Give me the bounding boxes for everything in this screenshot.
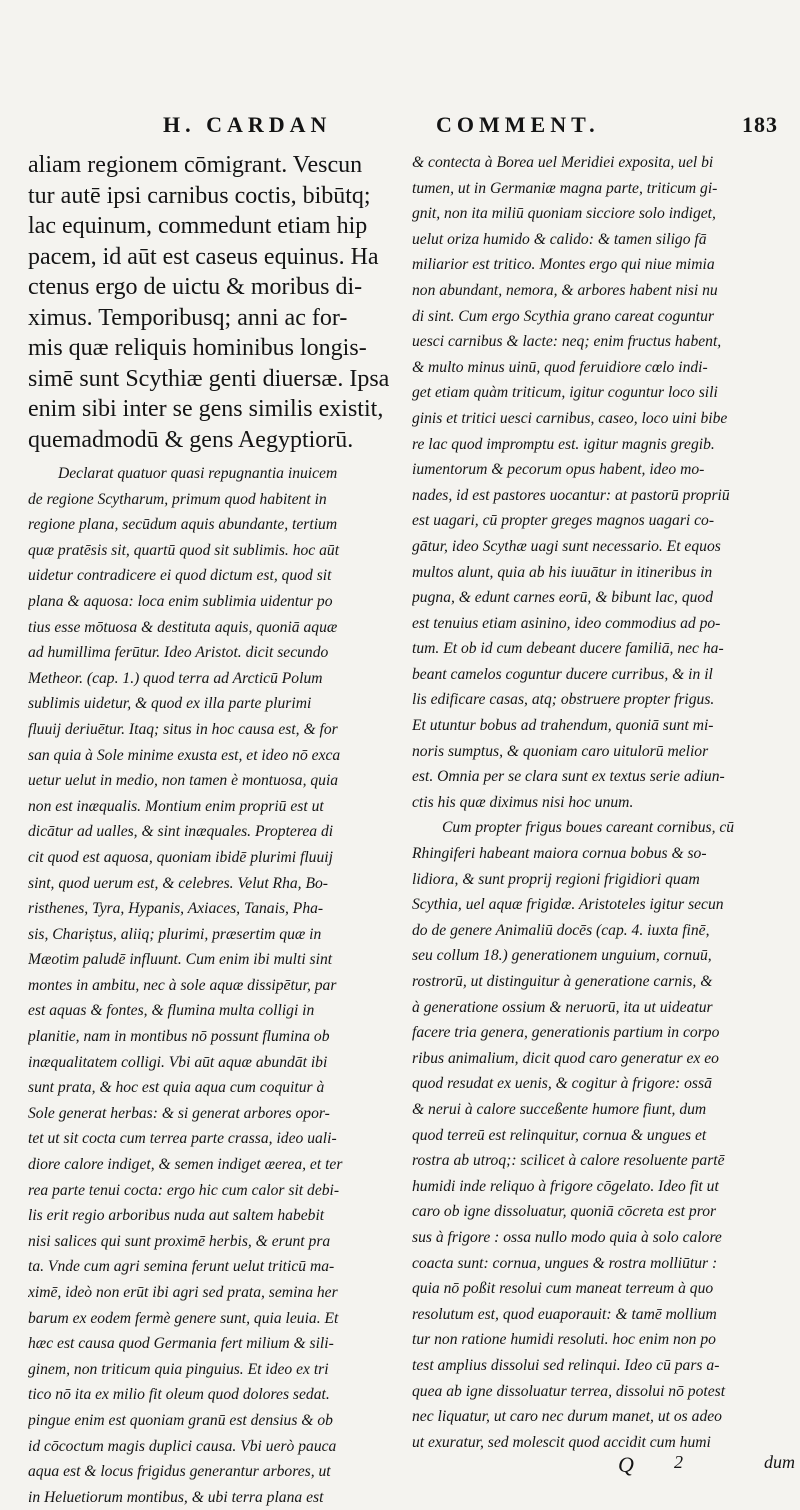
text-line: san quia à Sole minime exusta est, et ideo nō exca <box>28 746 341 764</box>
text-line: rea parte tenui cocta: ergo hic cum calor sit debi- <box>28 1181 340 1199</box>
text-line: coacta sunt: cornua, ungues & rostra molliūtur : <box>412 1254 718 1272</box>
text-line: ribus animalium, dicit quod caro generatur ex eo <box>412 1049 719 1067</box>
text-line: rostra ab utroq;: scilicet à calore resoluente partē <box>412 1152 725 1170</box>
text-line: non abundant, nemora, & arbores habent nisi nu <box>412 281 718 299</box>
text-line: multos alunt, quia ab his iuuātur in itineribus in <box>412 563 713 581</box>
text-line: pacem, id aūt est caseus equinus. Ha <box>28 243 379 270</box>
right-column <box>412 150 780 1455</box>
text-line: caro ob igne dissoluatur, quoniā cōcreta est pror <box>412 1203 717 1221</box>
text-line: enim sibi inter se gens similis existit, <box>28 396 384 422</box>
text-line: est. Omnia per se clara sunt ex textus serie adiun- <box>412 768 725 786</box>
text-line: noris sumptus, & quoniam caro uitulorū melior <box>412 742 709 760</box>
text-line: get etiam quàm triticum, igitur coguntur loco sili <box>412 384 718 402</box>
text-line: Mæotim paludē influunt. Cum enim ibi multi sint <box>28 951 333 969</box>
text-line: resolutum est, quod euaporauit: & tamē mollium <box>412 1305 717 1323</box>
text-line: Cum propter frigus boues careant cornibus, cū <box>442 819 735 837</box>
text-line: tum. Et ob id cum debeant ducere familiā, nec ha- <box>412 640 724 658</box>
text-line: sis, Chariștus, aliiq; plurimi, præsertim quæ in <box>28 925 322 943</box>
text-line: ximus. Temporibusq; anni ac for- <box>28 304 348 331</box>
text-line: ad humillima ferūtur. Ideo Aristot. dicit secundo <box>28 644 329 662</box>
text-line: barum ex eodem fermè genere sunt, quia leuia. Et <box>28 1309 339 1327</box>
text-line: ginis et tritici uesci carnibus, caseo, loco uini bibe <box>412 409 728 427</box>
text-line: simē sunt Scythiæ genti diuersæ. Ipsa <box>28 365 390 392</box>
text-line: pugna, & edunt carnes eorū, & bibunt lac, quod <box>412 589 714 607</box>
text-line: rostrorū, ut distinguitur à generatione carnis, & <box>412 973 713 990</box>
text-line: tumen, ut in Germaniæ magna parte, triticum gi- <box>412 179 718 197</box>
aristotle-text-block <box>28 150 394 455</box>
page-number: 183 <box>742 112 778 137</box>
text-line: diore calore indiget, & semen indiget æerea, et ter <box>28 1156 343 1174</box>
text-line: cit quod est aquosa, quoniam ibidē plurimi fluuij <box>28 848 333 866</box>
text-line: regione plana, secūdum aquis abundante, tertium <box>28 516 338 534</box>
text-line: Metheor. (cap. 1.) quod terra ad Arcticū Polum <box>28 669 323 687</box>
text-line: uelut oriza humido & calido: & tamen siligo fā <box>412 230 707 248</box>
text-line: dicātur ad ualles, & sint inæquales. Propterea di <box>28 823 334 841</box>
text-line: aliam regionem cōmigrant. Vescun <box>28 152 363 178</box>
left-column <box>28 150 394 1510</box>
text-line: ginem, non triticum quia pinguius. Et ideo ex tri <box>28 1360 329 1378</box>
text-line: Scythia, uel aquæ frigidæ. Aristoteles igitur secun <box>412 896 724 914</box>
text-line: lidiora, & sunt proprij regioni frigidiori quam <box>412 870 700 888</box>
text-line: tius esse mōtuosa & destituta aquis, quoniā aquæ <box>28 618 338 636</box>
text-line: de regione Scytharum, primum quod habitent in <box>28 490 327 508</box>
text-line: à generatione ossium & neruorū, ita ut uideatur <box>412 998 713 1016</box>
page-footer <box>612 1452 795 1482</box>
text-line: nades, id est pastores uocantur: at pastorū propriū <box>412 486 730 504</box>
text-line: sunt prata, & hoc est quia aqua cum coquitur à <box>28 1079 325 1097</box>
text-line: seu collum 18.) generationem unguium, cornuū, <box>412 947 712 965</box>
text-line: ctis his quæ diximus nisi hoc unum. <box>412 793 634 811</box>
text-line: tico nō ita ex milio fit oleum quod dolores sedat. <box>28 1386 330 1404</box>
text-line: tet ut sit cocta cum terrea parte crassa, ideo uali- <box>28 1130 337 1148</box>
text-line: quæ pratēsis sit, quartū quod sit sublimis. hoc aūt <box>28 541 340 559</box>
text-line: hæc est causa quod Germania fert milium & sili- <box>28 1335 334 1353</box>
text-line: id cōcoctum magis duplici causa. Vbi uerò pauca <box>28 1437 337 1455</box>
text-line: lis edificare casas, atq; obstruere propter frigus. <box>412 691 715 709</box>
text-line: & contecta à Borea uel Meridiei exposita, uel bi <box>412 154 714 171</box>
text-line: quia nō poßit resolui cum maneat terreum à quo <box>412 1280 714 1298</box>
text-line: & multo minus uinū, quod feruidiore cœlo indi- <box>412 358 708 376</box>
text-line: sint, quod uerum est, & celebres. Velut Rha, Bo- <box>28 874 328 892</box>
text-line: Et utuntur bobus ad trahendum, quoniā sunt mi- <box>412 717 714 735</box>
signature-number: 2 <box>674 1452 683 1472</box>
text-line: mis quæ reliquis hominibus longis- <box>28 335 367 361</box>
text-line: quod resudat ex uenis, & cogitur à frigore: ossā <box>412 1075 712 1093</box>
text-line: quod terreū est relinquitur, cornua & ungues et <box>412 1126 707 1144</box>
signature-mark: Q <box>618 1452 634 1477</box>
header-title: COMMENT. <box>436 112 600 137</box>
text-line: ctenus ergo de uictu & moribus di- <box>28 274 363 300</box>
text-line: est tenuius etiam asinino, ideo commodius ad po- <box>412 614 721 632</box>
text-line: nisi salices qui sunt proximē herbis, & erunt pra <box>28 1232 331 1250</box>
text-line: beant camelos coguntur ducere curribus, & in il <box>412 665 713 683</box>
header-author: H. CARDAN <box>163 112 332 137</box>
text-line: iumentorum & pecorum opus habent, ideo mo- <box>412 461 705 479</box>
text-line: inæqualitatem colligi. Vbi aūt aquæ abundāt ibi <box>28 1053 328 1071</box>
text-line: humidi inde reliquo à frigore cōgelato. Ideo fit ut <box>412 1177 719 1195</box>
text-line: lac equinum, commedunt etiam hip <box>28 213 368 239</box>
text-line: miliarior est tritico. Montes ergo qui niue mimia <box>412 256 715 274</box>
text-line: uesci carnibus & lacte: neq; enim fructus habent, <box>412 333 722 351</box>
text-line: di sint. Cum ergo Scythia grano careat coguntur <box>412 307 715 325</box>
text-line: sus à frigore : ossa nullo modo quia à solo calore <box>412 1228 722 1246</box>
text-line: gnit, non ita miliū quoniam sicciore solo indiget, <box>412 205 716 223</box>
commentary-text-block <box>28 461 394 1510</box>
text-line: quemadmodū & gens Aegyptiorū. <box>28 426 354 453</box>
text-line: Declarat quatuor quasi repugnantia inuicem <box>58 465 338 482</box>
text-line: est aquas & fontes, & flumina multa colligi in <box>28 1002 315 1020</box>
text-line: non est inæqualis. Montium enim propriū est ut <box>28 797 324 815</box>
text-line: plana & aquosa: loca enim sublimia uidentur po <box>28 592 333 610</box>
text-line: sublimis uidetur, & quod ex illa parte plurimi <box>28 695 312 713</box>
text-line: planitie, nam in montibus nō possunt flumina ob <box>28 1028 330 1046</box>
text-line: uidetur contradicere ei quod dictum est, quod sit <box>28 567 332 585</box>
text-line: test amplius dissolui sed relinqui. Ideo cū pars a- <box>412 1356 720 1374</box>
text-line: tur autē ipsi carnibus coctis, bibūtq; <box>28 182 371 209</box>
text-line: quea ab igne dissoluatur terrea, dissolui nō potest <box>412 1382 726 1400</box>
text-line: ximē, ideò non erūt ibi agri sed prata, semina her <box>28 1284 338 1301</box>
text-line: in Heluetiorum montibus, & ubi terra plana est <box>28 1488 324 1506</box>
text-line: do de genere Animaliū docēs (cap. 4. iuxta finē, <box>412 921 710 939</box>
text-line: ta. Vnde cum agri semina ferunt uelut triticū ma- <box>28 1258 335 1276</box>
catchword: dum <box>764 1452 795 1472</box>
text-line: facere tria genera, generationis partium in corpo <box>412 1024 720 1042</box>
text-line: uetur uelut in medio, non tamen è montuosa, quia <box>28 772 339 790</box>
text-line: aqua est & locus frigidus generantur arbores, ut <box>28 1463 331 1481</box>
text-line: risthenes, Tyra, Hypanis, Axiaces, Tanais, Pha- <box>28 900 324 918</box>
text-line: Rhingiferi habeant maiora cornua bobus & so- <box>412 845 707 863</box>
text-line: re lac quod impromptu est. igitur magnis gregib. <box>412 435 715 453</box>
text-line: & nerui à calore succeßente humore fiunt, dum <box>412 1100 707 1118</box>
running-header <box>28 112 786 146</box>
text-line: montes in ambitu, nec à sole aquæ dissipētur, par <box>28 976 337 994</box>
text-line: lis erit regio arboribus nuda aut saltem habebit <box>28 1207 325 1225</box>
text-line: gātur, ideo Scythæ uagi sunt necessario. Et equos <box>412 537 721 555</box>
text-line: nec liquatur, ut caro nec durum manet, ut os adeo <box>412 1408 722 1426</box>
text-line: est uagari, cū propter greges magnos uagari co- <box>412 512 715 530</box>
text-line: tur non ratione humidi resoluti. hoc enim non po <box>412 1331 716 1349</box>
text-line: fluuij deriuētur. Itaq; situs in hoc causa est, & for <box>28 720 338 738</box>
text-line: ut exuratur, sed molescit quod accidit cum humi <box>412 1433 711 1451</box>
text-line: Sole generat herbas: & si generat arbores opor- <box>28 1104 330 1122</box>
text-line: pingue enim est quoniam granū est densius & ob <box>28 1411 333 1429</box>
